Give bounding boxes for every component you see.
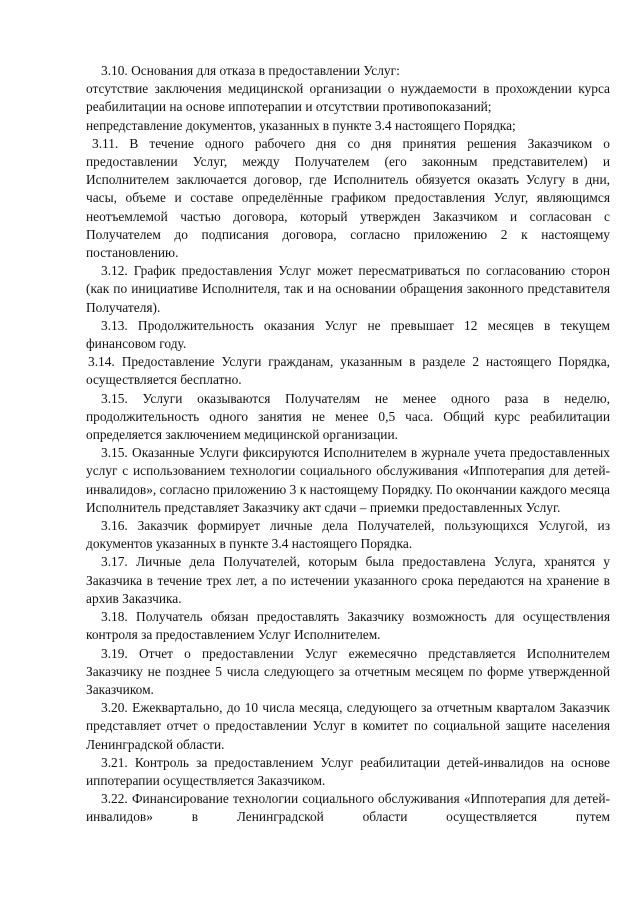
paragraph-3-14: 3.14. Предоставление Услуги гражданам, указанным в разделе 2 настоящего Порядка, осуществляется бесплатно.	[86, 354, 610, 388]
paragraph-refusal-reason-1: отсутствие заключения медицинской организации о нуждаемости в прохождении курса реабилитации на основе иппотерапии и отсутствии противопоказаний;	[86, 81, 610, 115]
paragraph-refusal-reason-2: непредставление документов, указанных в пункте 3.4 настоящего Порядка;	[86, 117, 516, 133]
paragraph-3-18: 3.18. Получатель обязан предоставлять Заказчику возможность для осуществления контроля за предоставлением Услуг Исполнителем.	[86, 609, 610, 643]
paragraph-3-13: 3.13. Продолжительность оказания Услуг не превышает 12 месяцев в текущем финансовом году.	[86, 317, 610, 352]
paragraph-3-16: 3.16. Заказчик формирует личные дела Получателей, пользующихся Услугой, из документов указанных в пункте 3.4 настоящего Порядка.	[86, 518, 610, 552]
document-page	[86, 62, 610, 827]
paragraph-3-20: 3.20. Ежеквартально, до 10 числа месяца, следующего за отчетным кварталом Заказчик представляет отчет о предоставлении Услуг в комитет по социальной защите населения Ленинградской области.	[86, 700, 610, 752]
paragraph-3-22: 3.22. Финансирование технологии социального обслуживания «Иппотерапия для детей-инвалидов» в Ленинградской области осуществляется путем	[86, 791, 610, 825]
paragraph-3-19: 3.19. Отчет о предоставлении Услуг ежемесячно представляется Исполнителем Заказчику не позднее 5 числа следующего за отчетным месяцем по форме утвержденной Заказчиком.	[86, 645, 610, 697]
paragraph-3-11: 3.11. В течение одного рабочего дня со дня принятия решения Заказчиком о предоставлении Услуг, между Получателем (его законным представителем) и Исполнителем заключается договор, где Исполнитель обязуется оказать Услугу в дни, часы, объеме и составе определённые графиком предоставления Услуг, являющимся неотъемлемой частью договора, который утвержден Заказчиком и согласован с Получателем до подписания договора, согласно приложению 2 к настоящему постановлению.	[86, 135, 610, 261]
paragraph-3-10: 3.10. Основания для отказа в предоставлении Услуг:	[101, 63, 400, 78]
paragraph-3-15-b: 3.15. Оказанные Услуги фиксируются Исполнителем в журнале учета предоставленных услуг с использованием технологии социального обслуживания «Иппотерапия для детей-инвалидов», согласно приложению 3 к настоящему Порядку. По окончании каждого месяца Исполнитель представляет Заказчику акт сдачи – приемки предоставленных Услуг.	[86, 445, 610, 515]
paragraph-3-15-a: 3.15. Услуги оказываются Получателям не менее одного раза в неделю, продолжительность одного занятия не менее 0,5 часа. Общий курс реабилитации определяется заключением медицинской организации.	[86, 390, 610, 443]
paragraph-3-21: 3.21. Контроль за предоставлением Услуг реабилитации детей-инвалидов на основе иппотерапии осуществляется Заказчиком.	[86, 754, 610, 788]
paragraph-3-12: 3.12. График предоставления Услуг может пересматриваться по согласованию сторон (как по инициативе Исполнителя, так и на основании обращения законного представителя Получателя).	[86, 263, 610, 315]
paragraph-3-17: 3.17. Личные дела Получателей, которым была предоставлена Услуга, хранятся у Заказчика в течение трех лет, а по истечении указанного срока передаются на хранение в архив Заказчика.	[86, 554, 610, 606]
